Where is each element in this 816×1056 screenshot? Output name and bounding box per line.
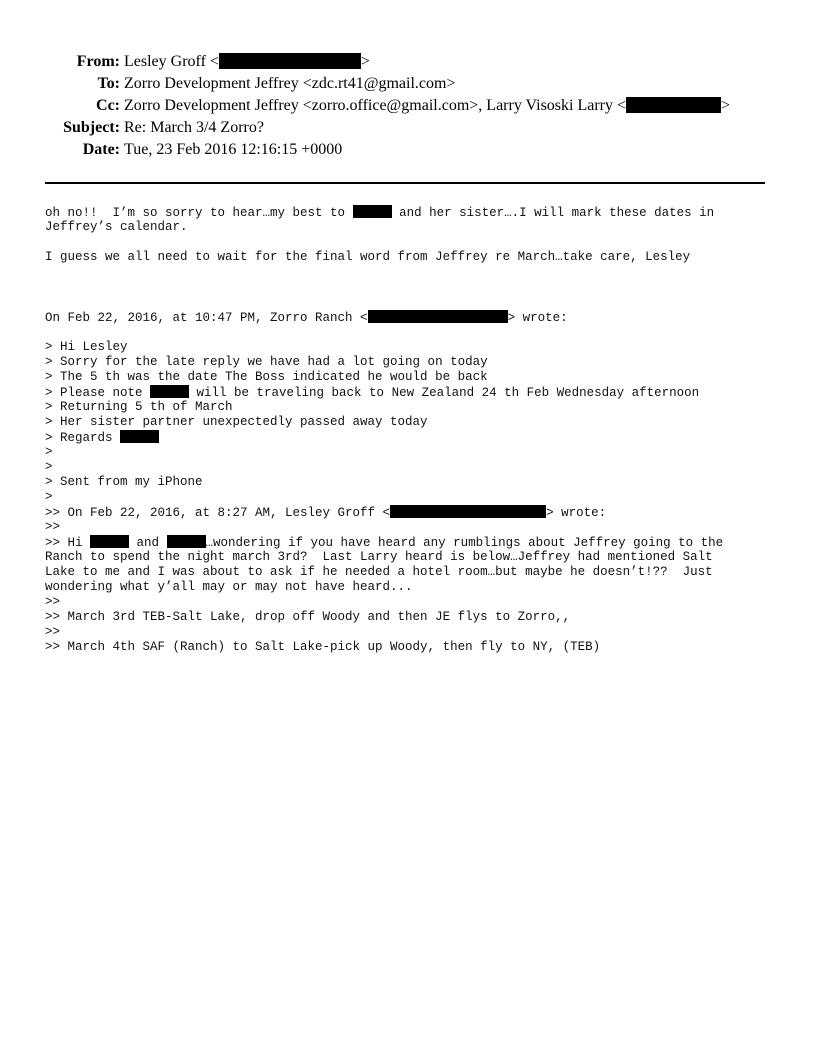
message-body (45, 205, 775, 655)
redaction-box (90, 535, 129, 548)
body-text: and her sister….I will mark these dates in (391, 206, 715, 220)
body-text: > Please note (45, 386, 151, 400)
quote-intro: On Feb 22, 2016, at 10:47 PM, Zorro Ranch < (45, 311, 368, 325)
from-name: Lesley Groff < (124, 53, 219, 70)
to-label: To: (97, 75, 120, 92)
redaction-box (150, 385, 189, 398)
quoted-line: > Sent from my iPhone (45, 475, 203, 489)
cc-label: Cc: (96, 97, 120, 114)
subject-row (0, 118, 816, 138)
body-text: oh no!! I’m so sorry to hear…my best to (45, 206, 353, 220)
redaction-box (167, 535, 206, 548)
body-line: Jeffrey’s calendar. (45, 220, 188, 234)
quoted-line: > Hi Lesley (45, 340, 128, 354)
quoted-line: >> (45, 625, 61, 639)
quoted-line: >> (45, 595, 61, 609)
body-text: …wondering if you have heard any rumblings about Jeffrey going to the (205, 536, 724, 550)
to-row (0, 74, 816, 94)
quoted-line: > Her sister partner unexpectedly passed away today (45, 415, 428, 429)
header-divider (45, 182, 765, 184)
cc-close: > (721, 97, 731, 114)
date-value: Tue, 23 Feb 2016 12:16:15 +0000 (124, 141, 343, 158)
quoted-line: >> March 4th SAF (Ranch) to Salt Lake-pick up Woody, then fly to NY, (TEB) (45, 640, 601, 654)
body-line (45, 205, 775, 220)
quoted-line (45, 535, 775, 550)
quoted-line (45, 385, 775, 400)
date-row (0, 140, 816, 160)
quoted-line: >> March 3rd TEB-Salt Lake, drop off Woody and then JE flys to Zorro,, (45, 610, 571, 624)
blank-line (45, 280, 775, 295)
redaction-box (120, 430, 159, 443)
quoted-line: > Returning 5 th of March (45, 400, 233, 414)
quoted-line: >> (45, 520, 61, 534)
cc-value (124, 96, 730, 116)
redaction-box (390, 505, 546, 518)
subject-label: Subject: (63, 119, 120, 136)
quoted-line: wondering what y’all may or may not have heard... (45, 580, 413, 594)
date-label: Date: (82, 141, 120, 158)
quoted-line (45, 430, 775, 445)
quoted-line: Ranch to spend the night march 3rd? Last Larry heard is below…Jeffrey had mentioned Salt (45, 550, 713, 564)
redaction-box (353, 205, 392, 218)
blank-line (45, 235, 775, 250)
quoted-line (45, 505, 775, 520)
quoted-line: Lake to me and I was about to ask if he needed a hotel room…but maybe he doesn’t!?? Just (45, 565, 713, 579)
body-text: will be traveling back to New Zealand 24 th Feb Wednesday afternoon (189, 386, 700, 400)
redaction-box (219, 53, 361, 69)
quoted-line: > The 5 th was the date The Boss indicated he would be back (45, 370, 488, 384)
body-text: > Regards (45, 431, 121, 445)
from-label: From: (76, 53, 120, 70)
body-text: >> Hi (45, 536, 91, 550)
body-text: and (129, 536, 167, 550)
quoted-line: > (45, 490, 53, 504)
cc-recipients: Zorro Development Jeffrey <zorro.office@gmail.com>, Larry Visoski Larry < (124, 97, 627, 114)
cc-row (0, 96, 816, 116)
body-line: I guess we all need to wait for the final word from Jeffrey re March…take care, Lesley (45, 250, 691, 264)
blank-line (45, 265, 775, 280)
to-value: Zorro Development Jeffrey <zdc.rt41@gmail.com> (124, 75, 456, 92)
body-line (45, 310, 775, 325)
subject-value: Re: March 3/4 Zorro? (124, 119, 264, 136)
body-text: > wrote: (546, 506, 607, 520)
quoted-line: > (45, 445, 53, 459)
from-value (124, 52, 370, 72)
blank-line (45, 295, 775, 310)
quote-intro: >> On Feb 22, 2016, at 8:27 AM, Lesley Groff < (45, 506, 391, 520)
quoted-line: > Sorry for the late reply we have had a lot going on today (45, 355, 488, 369)
from-row (0, 52, 816, 72)
from-close: > (360, 53, 370, 70)
blank-line (45, 325, 775, 340)
redaction-box (368, 310, 508, 323)
redaction-box (626, 97, 721, 113)
quoted-line: > (45, 460, 53, 474)
body-text: > wrote: (507, 311, 568, 325)
